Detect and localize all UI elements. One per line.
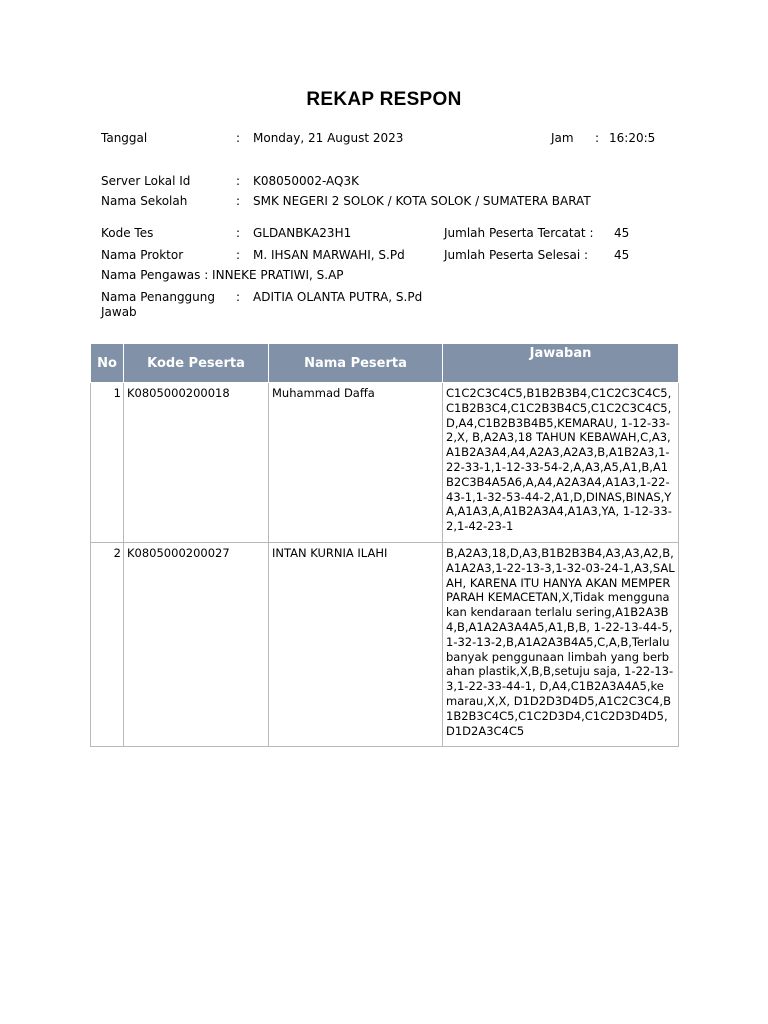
row-nama-peserta: Muhammad Daffa bbox=[269, 383, 443, 543]
header-kode-peserta: Kode Peserta bbox=[124, 344, 269, 383]
table-row bbox=[91, 383, 679, 543]
row-jawaban: B,A2A3,18,D,A3,B1B2B3B4,A3,A3,A2,B,A1A2A3,1-22-13-3,1-32-03-24-1,A3,SALAH, KARENA ITU HANYA AKAN MEMPERPARAH KEMACETAN,X,Tidak menggunakan kendaraan terlalu sering,A1B2A3B4,B,A1A2A3A4A5,A1,B,B, 1-22-13-44-5,1-32-13-2,B,A1A2A3B4A5,C,A,B,Terlalu banyak penggunaan limbah yang berbahan plastik,X,B,B,setuju saja, 1-22-13-3,1-22-33-44-1, D,A4,C1B2A3A4A5,kemarau,X,X, D1D2D3D4D5,A1C2C3C4,B1B2B3C4C5,C1C2D3D4,C1C2D3D4D5,D1D2A3C4C5 bbox=[443, 542, 679, 746]
response-table bbox=[90, 343, 679, 747]
row-no: 2 bbox=[91, 542, 124, 746]
tercatat-label: Jumlah Peserta Tercatat : bbox=[444, 226, 594, 240]
row-kode-peserta: K0805000200018 bbox=[124, 383, 269, 543]
pj-colon: : bbox=[236, 290, 241, 304]
kode-tes-value: GLDANBKA23H1 bbox=[253, 226, 352, 240]
selesai-label: Jumlah Peserta Selesai : bbox=[444, 248, 589, 262]
tanggal-label: Tanggal bbox=[101, 131, 148, 145]
row-jawaban: C1C2C3C4C5,B1B2B3B4,C1C2C3C4C5,C1B2B3C4,C1C2B3B4C5,C1C2C3C4C5, D,A4,C1B2B3B4B5,KEMARAU, 1-12-33-2,X, B,A2A3,18 TAHUN KEBAWAH,C,A3,A1B2A3A4,A4,A2A3,A2A3,B,A1B2A3,1-22-33-1,1-12-33-54-2,A,A3,A5,A1,B,A1B2C3B4A5A6,A,A4,A2A3A4,A1A3,1-22-43-1,1-32-53-44-2,A1,D,DINAS,BINAS,YA,A1A3,A,A1B2A3A4,A1A3,YA, 1-12-33-2,1-42-23-1 bbox=[443, 383, 679, 543]
table-header-row bbox=[91, 344, 679, 383]
jam-value: 16:20:5 bbox=[609, 131, 656, 145]
sekolah-label: Nama Sekolah bbox=[101, 194, 188, 208]
tercatat-value: 45 bbox=[614, 226, 630, 240]
kode-tes-colon: : bbox=[236, 226, 241, 240]
header-jawaban: Jawaban bbox=[443, 344, 679, 383]
row-no: 1 bbox=[91, 383, 124, 543]
row-nama-peserta: INTAN KURNIA ILAHI bbox=[269, 542, 443, 746]
proktor-colon: : bbox=[236, 248, 241, 262]
page-title: REKAP RESPON bbox=[306, 89, 462, 110]
pengawas-line: Nama Pengawas : INNEKE PRATIWI, S.AP bbox=[101, 268, 344, 282]
jam-colon: : bbox=[595, 131, 600, 145]
header-nama-peserta: Nama Peserta bbox=[269, 344, 443, 383]
pj-value: ADITIA OLANTA PUTRA, S.Pd bbox=[253, 290, 423, 304]
pj-label: Nama Penanggung Jawab bbox=[101, 290, 216, 319]
header-no: No bbox=[91, 344, 124, 383]
proktor-label: Nama Proktor bbox=[101, 248, 184, 262]
server-colon: : bbox=[236, 174, 241, 188]
tanggal-colon: : bbox=[236, 131, 241, 145]
table-row bbox=[91, 542, 679, 746]
sekolah-value: SMK NEGERI 2 SOLOK / KOTA SOLOK / SUMATERA BARAT bbox=[253, 194, 591, 208]
sekolah-colon: : bbox=[236, 194, 241, 208]
server-label: Server Lokal Id bbox=[101, 174, 191, 188]
row-kode-peserta: K0805000200027 bbox=[124, 542, 269, 746]
kode-tes-label: Kode Tes bbox=[101, 226, 154, 240]
proktor-value: M. IHSAN MARWAHI, S.Pd bbox=[253, 248, 405, 262]
server-value: K08050002-AQ3K bbox=[253, 174, 359, 188]
selesai-value: 45 bbox=[614, 248, 630, 262]
tanggal-value: Monday, 21 August 2023 bbox=[253, 131, 404, 145]
jam-label: Jam bbox=[551, 131, 574, 145]
